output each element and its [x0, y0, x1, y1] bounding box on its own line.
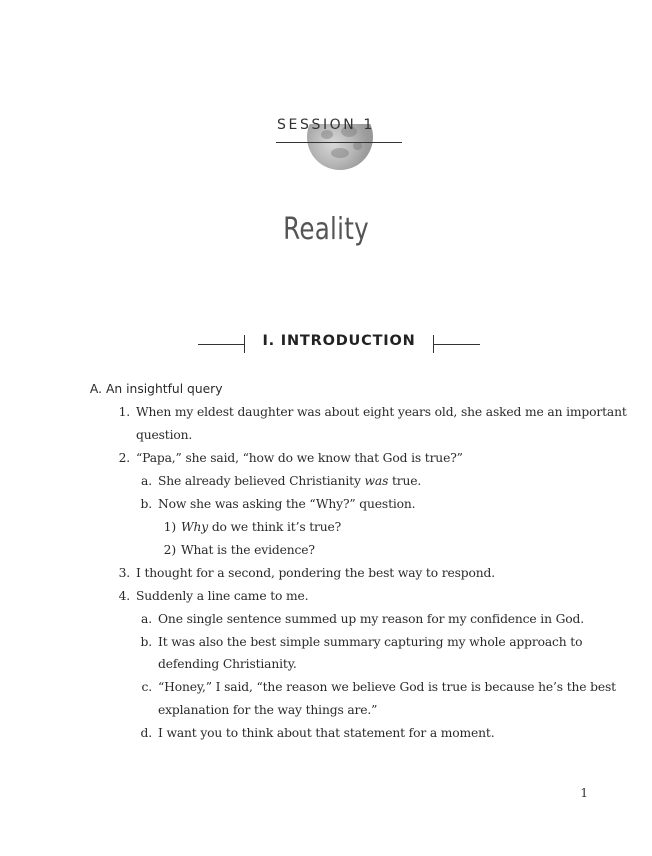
- outline-text: I want you to think about that statement for a moment.: [158, 726, 495, 740]
- outline-text: defending Christianity.: [158, 657, 297, 671]
- outline-marker: d.: [140, 726, 152, 740]
- session-label: SESSION 1: [277, 117, 375, 133]
- outline-marker: 1.: [118, 405, 130, 419]
- outline-text-emphasis: Why: [181, 520, 209, 534]
- outline-text: What is the evidence?: [181, 543, 315, 557]
- outline-marker: A.: [89, 382, 102, 396]
- outline-text: question.: [136, 428, 193, 442]
- page-number: 1: [580, 786, 588, 800]
- session-divider: [276, 142, 402, 143]
- outline-marker: a.: [141, 612, 152, 626]
- outline-text: “Honey,” I said, “the reason we believe God is true is because he’s the best: [158, 680, 616, 694]
- page-title: Reality: [283, 212, 369, 247]
- outline-text-part: She already believed Christianity: [158, 474, 365, 488]
- outline-text: An insightful query: [106, 382, 223, 396]
- outline-text: One single sentence summed up my reason for my confidence in God.: [158, 612, 585, 626]
- section-heading: I. INTRODUCTION: [262, 333, 416, 349]
- outline-marker: 2.: [118, 451, 130, 465]
- outline-marker: 3.: [118, 566, 130, 580]
- outline-text-emphasis: was: [364, 474, 389, 488]
- section-header: [198, 330, 480, 356]
- moon-crater: [331, 148, 349, 158]
- outline-text-part: true.: [388, 474, 422, 488]
- outline-marker: 2): [163, 543, 176, 557]
- outline-marker: c.: [141, 680, 152, 694]
- outline-text: When my eldest daughter was about eight years old, she asked me an important: [136, 405, 627, 419]
- outline-marker: b.: [140, 635, 152, 649]
- outline-text-part: do we think it’s true?: [208, 520, 342, 534]
- outline-marker: 1): [163, 520, 176, 534]
- outline-marker: b.: [140, 497, 152, 511]
- outline-text: [158, 474, 421, 488]
- outline-text: I thought for a second, pondering the best way to respond.: [136, 566, 495, 580]
- outline-marker: a.: [141, 474, 152, 488]
- moon-crater: [353, 142, 362, 150]
- outline-text: Suddenly a line came to me.: [136, 589, 309, 603]
- outline-marker: 4.: [118, 589, 130, 603]
- outline-text: Now she was asking the “Why?” question.: [158, 497, 416, 511]
- outline-text: “Papa,” she said, “how do we know that God is true?”: [136, 451, 463, 465]
- outline-text: [181, 520, 341, 534]
- outline-text: explanation for the way things are.”: [158, 703, 378, 717]
- outline-text: It was also the best simple summary capturing my whole approach to: [158, 635, 583, 649]
